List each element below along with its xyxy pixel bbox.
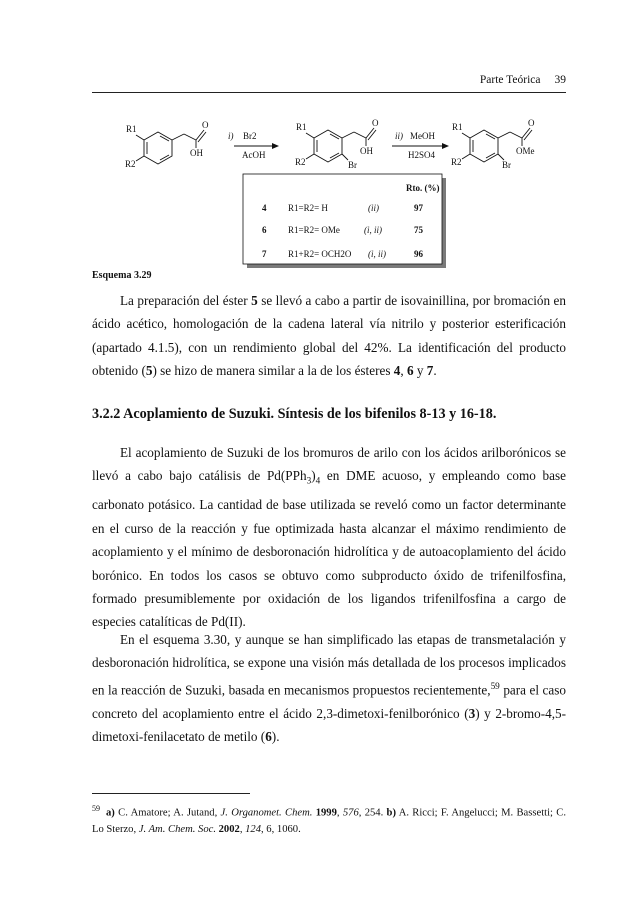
row-steps: (i, ii) <box>364 225 382 235</box>
label-r2: R2 <box>451 157 462 167</box>
label-r1: R1 <box>126 124 137 134</box>
label-br: Br <box>348 160 357 170</box>
paragraph-ester-preparation: La preparación del éster 5 se llevó a cabo a partir de isovainillina, por bromación en ácido acético, homologación de la cadena lateral vía nitrilo y posterior esterificación (apartado 4.1.5), con un rendimiento global del 42%. La identificación del producto obtenido (5) se hizo de manera similar a la de los ésteres 4, 6 y 7. <box>92 293 567 379</box>
row-compound: 7 <box>262 249 267 259</box>
label-o: O <box>202 120 209 130</box>
scheme-drawing <box>92 100 566 270</box>
scheme-label: Esquema 3.29 <box>92 270 152 281</box>
row-substituents: R1=R2= H <box>288 203 328 213</box>
row-yield: 97 <box>414 203 423 213</box>
label-o: O <box>528 118 535 128</box>
page-number: 39 <box>554 74 566 86</box>
running-header <box>480 74 566 86</box>
label-br: Br <box>502 160 511 170</box>
structure-bromo-acid <box>306 128 376 162</box>
step-ii-number: ii) <box>395 131 403 141</box>
page-header <box>92 72 566 92</box>
label-o: O <box>372 118 379 128</box>
step-i-solvent: AcOH <box>242 150 266 160</box>
row-steps: (i, ii) <box>368 249 386 259</box>
row-steps: (ii) <box>368 203 379 213</box>
label-oh: OH <box>360 146 373 156</box>
row-substituents: R1=R2= OMe <box>288 225 340 235</box>
yield-table-header: Rto. (%) <box>406 183 440 193</box>
row-compound: 4 <box>262 203 267 213</box>
label-r2: R2 <box>295 157 306 167</box>
paragraph-suzuki-mechanism: En el esquema 3.30, y aunque se han simplificado las etapas de transmetalación y desboronación hidrolítica, se expone una visión más detallada de los procesos implicados en la reacción de Suzuki, basada en mecanismos propuestos recientemente,$^{59}$ para el caso concreto del acoplamiento entre el ácido 2,3-dimetoxi-fenilborónico (3) y 2-bromo-4,5-dimetoxi-fenilacetato de metilo (6). <box>92 632 567 745</box>
footnote-rule <box>92 793 250 794</box>
row-yield: 75 <box>414 225 423 235</box>
label-r1: R1 <box>452 122 463 132</box>
label-r2: R2 <box>125 159 136 169</box>
step-i-number: i) <box>228 131 234 141</box>
running-title: Parte Teórica <box>479 74 541 86</box>
row-substituents: R1+R2= OCH2O <box>288 249 352 259</box>
step-ii-reagent: MeOH <box>410 131 435 141</box>
header-rule <box>92 92 566 93</box>
step-ii-catalyst: H2SO4 <box>408 150 436 160</box>
label-r1: R1 <box>296 122 307 132</box>
row-compound: 6 <box>262 225 267 235</box>
section-heading: 3.2.2 Acoplamiento de Suzuki. Síntesis de los bifenilos 8-13 y 16-18. <box>92 406 497 422</box>
footnote-number: 59 <box>92 804 100 813</box>
row-yield: 96 <box>414 249 423 259</box>
footnote: $^{59}$ a) C. Amatore; A. Jutand, J. Organomet. Chem. 1999, 576, 254. b) A. Ricci; F. Angelucci; M. Bassetti; C. Lo Sterzo, J. Am. Chem. Soc. 2002, 124, 6, 1060. <box>92 804 566 835</box>
label-ome: OMe <box>516 146 535 156</box>
paragraph-suzuki-coupling: El acoplamiento de Suzuki de los bromuros de arilo con los ácidos arilborónicos se llevó a cabo bajo catálisis de $Pd(PPh_3)_4$ en DME acuoso, y empleando como base carbonato potásico. La cantidad de base utilizada se reveló como un factor determinante en el curso de la reacción y fue optimizada hasta alcanzar el máximo rendimiento de acoplamiento y el mínimo de desboronación hidrolítica y de autoacoplamiento del ácido borónico. En todos los casos se obtuvo como subproducto óxido de trifenilfosfina, formado presumiblemente por oxidación de los ligandos trifenilfosfina a cargo de especies catalíticas de Pd(II). <box>92 445 566 630</box>
step-i-reagent: Br2 <box>243 131 257 141</box>
reaction-scheme <box>92 100 566 270</box>
label-oh: OH <box>190 148 203 158</box>
structure-acid <box>136 130 206 164</box>
structure-bromo-ester <box>462 128 532 162</box>
